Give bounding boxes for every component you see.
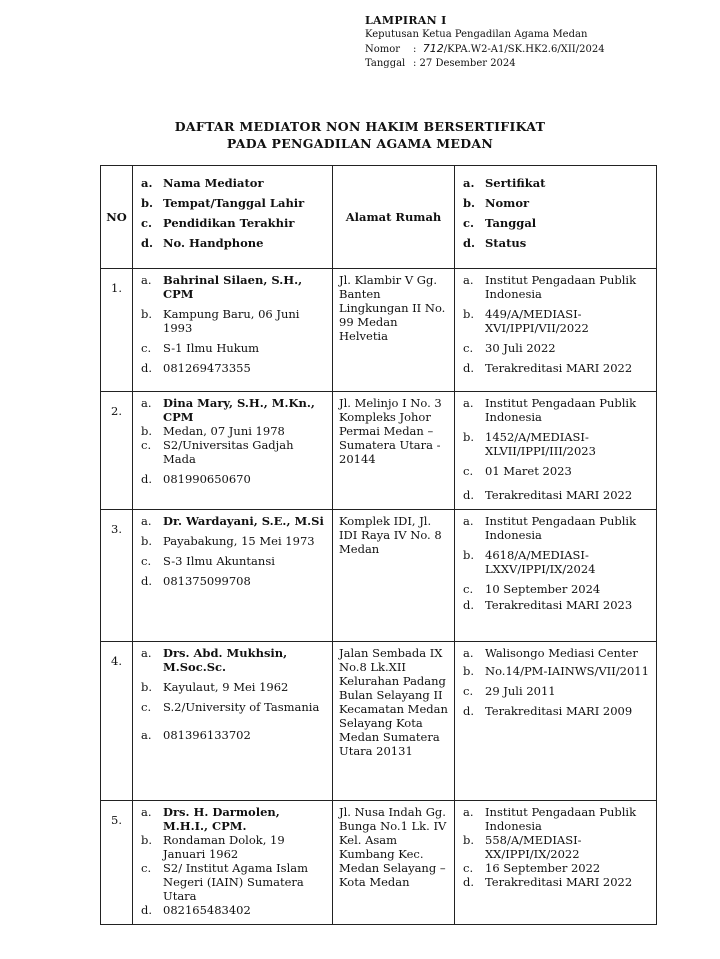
field-value: Dr. Wardayani, S.E., M.Si	[163, 514, 324, 528]
address-cell	[333, 392, 455, 510]
field-key: c.	[463, 861, 474, 875]
field-item	[461, 704, 651, 718]
address-cell	[333, 801, 455, 925]
field-key: c.	[141, 341, 152, 355]
header-person-cell	[133, 166, 333, 269]
field-value: Tempat/Tanggal Lahir	[163, 196, 305, 210]
table-row	[101, 269, 657, 392]
field-value: Rondaman Dolok, 19 Januari 1962	[163, 833, 285, 861]
field-value: Drs. H. Darmolen, M.H.I., CPM.	[163, 805, 280, 833]
field-key: c.	[141, 861, 152, 875]
field-item	[139, 216, 327, 230]
field-key: d.	[141, 574, 153, 588]
field-value: Drs. Abd. Mukhsin, M.Soc.Sc.	[163, 646, 288, 674]
field-key: b.	[141, 196, 154, 210]
field-value: S-1 Ilmu Hukum	[163, 341, 260, 355]
field-value: Nama Mediator	[163, 176, 264, 190]
field-item	[139, 574, 327, 588]
field-item	[461, 833, 651, 861]
field-key: a.	[463, 273, 474, 287]
field-key: a.	[141, 396, 152, 410]
field-item	[139, 833, 327, 861]
field-key: b.	[463, 833, 475, 847]
field-value: S2/ Institut Agama Islam Negeri (IAIN) Sumatera Utara	[163, 861, 309, 903]
field-value: Sertifikat	[485, 176, 546, 190]
field-item	[461, 307, 651, 335]
field-item	[461, 646, 651, 660]
row-number: 2.	[101, 392, 133, 510]
field-key: b.	[463, 196, 476, 210]
field-value: Kayulaut, 9 Mei 1962	[163, 680, 289, 694]
field-item	[139, 903, 327, 917]
field-value: 01 Maret 2023	[485, 464, 572, 478]
field-item	[139, 396, 327, 424]
field-item	[461, 361, 651, 375]
field-key: a.	[141, 176, 153, 190]
field-item	[139, 554, 327, 568]
field-key: c.	[141, 438, 152, 452]
field-item	[139, 728, 327, 742]
field-value: Terakreditasi MARI 2009	[485, 704, 633, 718]
field-key: d.	[463, 875, 475, 889]
row-number: 1.	[101, 269, 133, 392]
field-key: a.	[141, 646, 152, 660]
tanggal-value: : 27 Desember 2024	[413, 58, 516, 69]
field-value: 29 Juli 2011	[485, 684, 556, 698]
field-key: d.	[463, 488, 475, 502]
field-key: a.	[463, 396, 474, 410]
field-value: 4618/A/MEDIASI-LXXV/IPPI/IX/2024	[485, 548, 596, 576]
field-value: 081375099708	[163, 574, 251, 588]
field-item	[461, 664, 651, 678]
field-item	[139, 514, 327, 528]
field-item	[139, 805, 327, 833]
field-key: a.	[141, 514, 152, 528]
field-item	[461, 875, 651, 889]
nomor-handwritten: 712	[422, 42, 444, 55]
field-item	[139, 361, 327, 375]
table-row	[101, 510, 657, 642]
address-text: Jl. Klambir V Gg. Banten Lingkungan II No. 99 Medan Helvetia	[339, 273, 446, 343]
table-row	[101, 642, 657, 801]
field-key: a.	[141, 273, 152, 287]
header-no: NO	[101, 166, 133, 269]
field-value: S.2/University of Tasmania	[163, 700, 320, 714]
field-item	[461, 805, 651, 833]
field-key: b.	[463, 430, 475, 444]
mediator-table	[100, 165, 657, 925]
field-key: d.	[141, 472, 153, 486]
field-item	[139, 646, 327, 674]
field-key: b.	[463, 307, 475, 321]
field-key: b.	[463, 548, 475, 562]
table-row	[101, 801, 657, 925]
field-key: d.	[463, 598, 475, 612]
field-key: b.	[141, 680, 153, 694]
certificate-cell	[455, 801, 657, 925]
title-line-1: DAFTAR MEDIATOR NON HAKIM BERSERTIFIKAT	[174, 119, 546, 134]
field-item	[139, 424, 327, 438]
field-item	[461, 598, 651, 612]
nomor-label: Nomor	[365, 44, 401, 55]
mediator-info-cell	[133, 510, 333, 642]
field-value: Terakreditasi MARI 2022	[485, 361, 633, 375]
certificate-cell	[455, 392, 657, 510]
field-item	[461, 464, 651, 478]
field-item	[461, 396, 651, 424]
address-cell	[333, 269, 455, 392]
field-key: c.	[141, 554, 152, 568]
title-line-2: PADA PENGADILAN AGAMA MEDAN	[226, 136, 494, 151]
row-number: 3.	[101, 510, 133, 642]
field-value: Walisongo Mediasi Center	[485, 646, 638, 660]
field-value: 082165483402	[163, 903, 251, 917]
field-item	[461, 273, 651, 301]
field-key: b.	[141, 307, 153, 321]
field-item	[139, 341, 327, 355]
field-key: a.	[463, 176, 475, 190]
field-key: b.	[141, 833, 153, 847]
field-value: Tanggal	[485, 216, 537, 230]
field-value: Pendidikan Terakhir	[163, 216, 295, 230]
field-value: Terakreditasi MARI 2023	[485, 598, 633, 612]
table-header-row	[101, 166, 657, 269]
address-cell	[333, 510, 455, 642]
certificate-cell	[455, 510, 657, 642]
field-item	[139, 196, 327, 210]
field-item	[461, 176, 651, 190]
table-row	[101, 392, 657, 510]
field-item	[139, 307, 327, 335]
field-item	[139, 534, 327, 548]
certificate-cell	[455, 269, 657, 392]
field-value: Status	[485, 236, 527, 250]
field-item	[139, 700, 327, 714]
field-value: Institut Pengadaan Publik Indonesia	[485, 805, 637, 833]
field-key: c.	[463, 341, 474, 355]
field-value: Institut Pengadaan Publik Indonesia	[485, 273, 637, 301]
field-value: Institut Pengadaan Publik Indonesia	[485, 514, 637, 542]
field-key: b.	[141, 424, 153, 438]
field-value: 081396133702	[163, 728, 251, 742]
address-cell	[333, 642, 455, 801]
certificate-cell	[455, 642, 657, 801]
address-text: Jl. Nusa Indah Gg. Bunga No.1 Lk. IV Kel. Asam Kumbang Kec. Medan Selayang – Kota Medan	[339, 805, 447, 889]
field-value: Terakreditasi MARI 2022	[485, 488, 633, 502]
field-key: a.	[141, 728, 152, 742]
field-value: 30 Juli 2022	[485, 341, 556, 355]
field-key: c.	[463, 216, 475, 230]
field-item	[139, 438, 327, 466]
field-item	[461, 196, 651, 210]
field-key: d.	[463, 704, 475, 718]
decision-line: Keputusan Ketua Pengadilan Agama Medan	[365, 29, 588, 40]
field-key: d.	[463, 361, 475, 375]
field-item	[139, 273, 327, 301]
document-title	[0, 118, 720, 152]
address-text: Komplek IDI, Jl. IDI Raya IV No. 8 Medan	[339, 514, 442, 556]
field-key: d.	[141, 236, 154, 250]
field-item	[139, 236, 327, 250]
field-value: Kampung Baru, 06 Juni 1993	[163, 307, 300, 335]
field-item	[461, 341, 651, 355]
field-key: a.	[141, 805, 152, 819]
field-value: Bahrinal Silaen, S.H., CPM	[163, 273, 303, 301]
field-key: c.	[141, 700, 152, 714]
field-key: d.	[141, 361, 153, 375]
field-value: Institut Pengadaan Publik Indonesia	[485, 396, 637, 424]
mediator-info-cell	[133, 642, 333, 801]
field-value: No.14/PM-IAINWS/VII/2011	[485, 664, 649, 678]
field-value: S2/Universitas Gadjah Mada	[163, 438, 294, 466]
lampiran-block	[365, 14, 605, 71]
mediator-info-cell	[133, 269, 333, 392]
field-item	[461, 684, 651, 698]
field-key: d.	[141, 903, 153, 917]
field-key: a.	[463, 514, 474, 528]
field-item	[461, 216, 651, 230]
field-item	[139, 176, 327, 190]
row-number: 5.	[101, 801, 133, 925]
field-value: 081990650670	[163, 472, 251, 486]
field-item	[139, 680, 327, 694]
field-item	[139, 472, 327, 486]
field-key: a.	[463, 646, 474, 660]
tanggal-label: Tanggal	[365, 58, 406, 69]
field-value: 449/A/MEDIASI-XVI/IPPI/VII/2022	[485, 307, 589, 335]
tanggal-line	[365, 57, 605, 71]
field-item	[461, 488, 651, 502]
field-key: c.	[463, 684, 474, 698]
field-item	[461, 548, 651, 576]
field-item	[461, 861, 651, 875]
field-item	[461, 430, 651, 458]
address-text: Jl. Melinjo I No. 3 Kompleks Johor Permai Medan – Sumatera Utara - 20144	[339, 396, 442, 466]
nomor-line	[365, 42, 605, 57]
header-cert-cell	[455, 166, 657, 269]
field-value: Terakreditasi MARI 2022	[485, 875, 633, 889]
field-item	[461, 236, 651, 250]
field-item	[461, 582, 651, 596]
field-value: 558/A/MEDIASI-XX/IPPI/IX/2022	[485, 833, 582, 861]
field-value: Medan, 07 Juni 1978	[163, 424, 285, 438]
field-key: c.	[463, 464, 474, 478]
field-value: No. Handphone	[163, 236, 264, 250]
lampiran-title: LAMPIRAN I	[365, 14, 447, 27]
field-value: 16 September 2022	[485, 861, 601, 875]
mediator-info-cell	[133, 392, 333, 510]
field-key: d.	[463, 236, 476, 250]
field-key: b.	[141, 534, 153, 548]
mediator-info-cell	[133, 801, 333, 925]
field-value: 081269473355	[163, 361, 251, 375]
nomor-value: /KPA.W2-A1/SK.HK2.6/XII/2024	[443, 44, 605, 55]
field-value: 1452/A/MEDIASI-XLVII/IPPI/III/2023	[485, 430, 596, 458]
field-item	[461, 514, 651, 542]
nomor-separator: :	[413, 44, 417, 55]
field-key: a.	[463, 805, 474, 819]
field-value: 10 September 2024	[485, 582, 601, 596]
field-key: b.	[463, 664, 475, 678]
field-value: S-3 Ilmu Akuntansi	[163, 554, 275, 568]
header-address: Alamat Rumah	[333, 166, 455, 269]
address-text: Jalan Sembada IX No.8 Lk.XII Kelurahan Padang Bulan Selayang II Kecamatan Medan Selayang Kota Medan Sumatera Utara 20131	[339, 646, 448, 758]
row-number: 4.	[101, 642, 133, 801]
field-value: Nomor	[485, 196, 530, 210]
field-value: Payabakung, 15 Mei 1973	[163, 534, 315, 548]
field-key: c.	[141, 216, 153, 230]
field-value: Dina Mary, S.H., M.Kn., CPM	[163, 396, 315, 424]
field-item	[139, 861, 327, 903]
field-key: c.	[463, 582, 474, 596]
